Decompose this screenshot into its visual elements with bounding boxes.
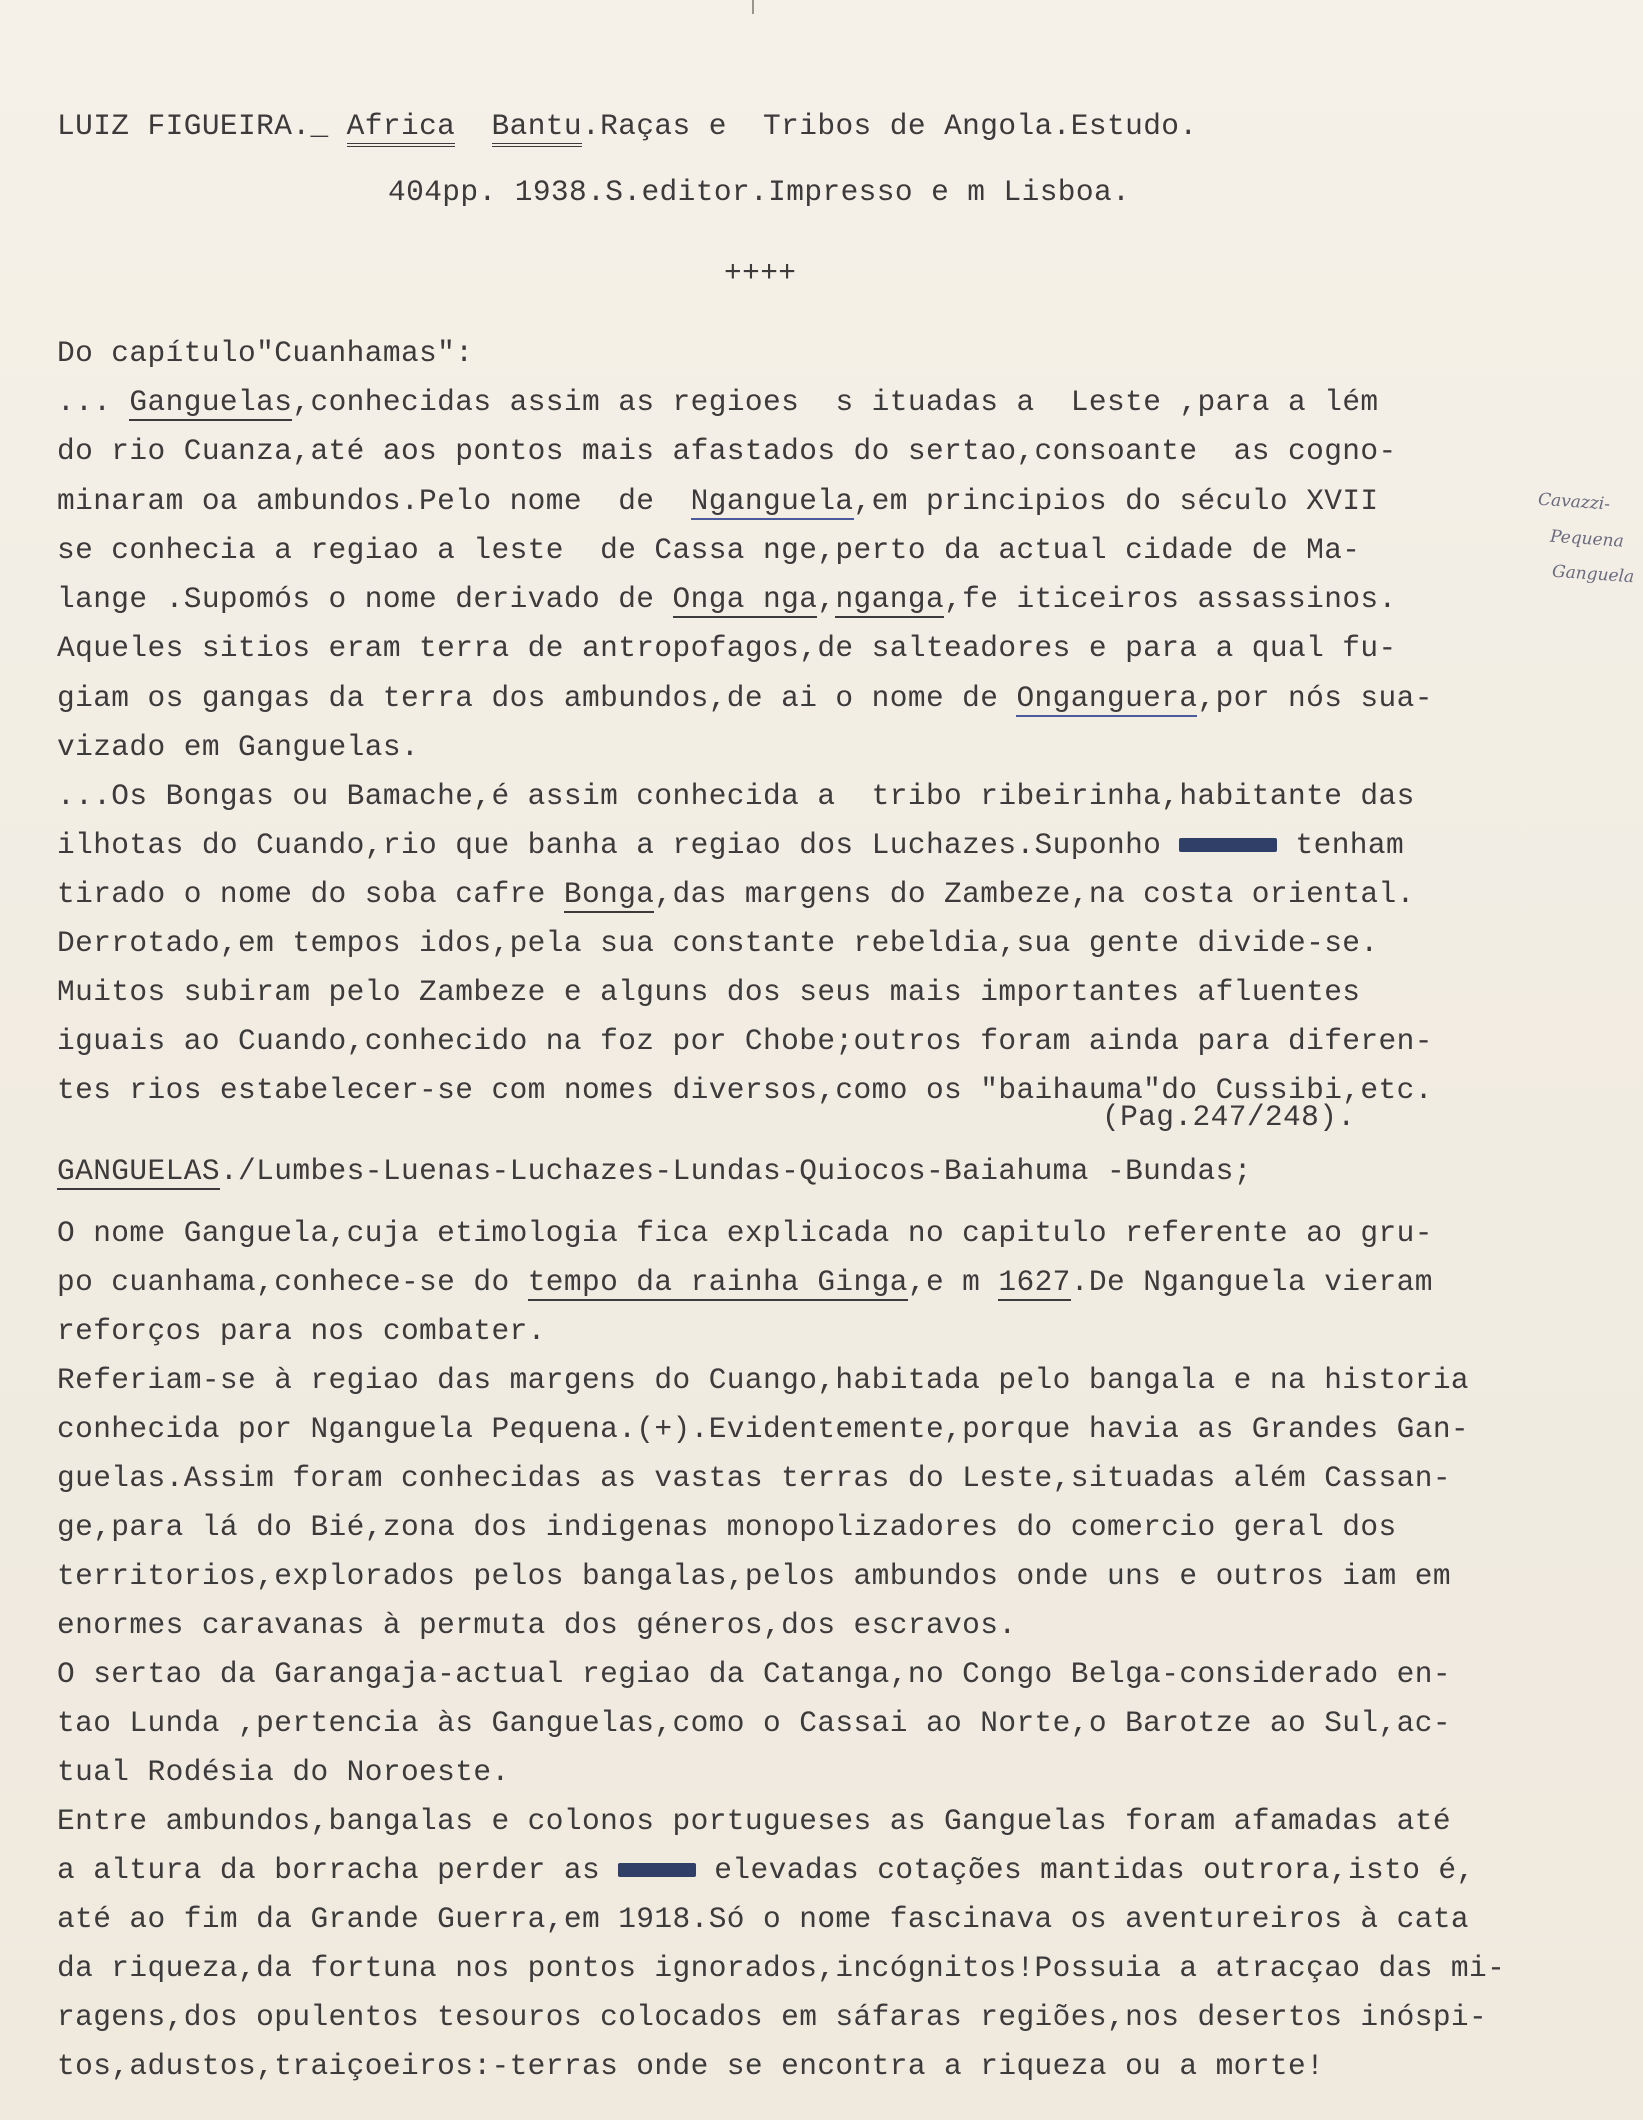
text-line: Do capítulo"Cuanhamas": (57, 336, 474, 370)
struck-out-word (1179, 838, 1277, 852)
text-line: guelas.Assim foram conhecidas as vastas terras do Leste,situadas além Cassan- (57, 1461, 1451, 1495)
underlined-term: 1627 (998, 1265, 1071, 1299)
text-line: conhecida por Nganguela Pequena.(+).Evidentemente,porque havia as Grandes Gan- (57, 1412, 1470, 1446)
text-line: territorios,explorados pelos bangalas,pelos ambundos onde uns e outros iam em (57, 1559, 1451, 1593)
text-line: tao Lunda ,pertencia às Ganguelas,como o Cassai ao Norte,o Barotze ao Sul,ac- (57, 1706, 1451, 1740)
underlined-term: nganga (835, 582, 945, 616)
text-line: ragens,dos opulentos tesouros colocados em sáfaras regiões,nos desertos inóspi- (57, 2000, 1488, 2034)
text-line: iguais ao Cuando,conhecido na foz por Chobe;outros foram ainda para diferen- (57, 1024, 1433, 1058)
text-line: po cuanhama,conhece-se do tempo da rainha Ginga,e m 1627.De Nganguela vieram (57, 1265, 1433, 1299)
bibliographic-header (57, 106, 1198, 146)
struck-out-word (618, 1863, 696, 1877)
text-line: Entre ambundos,bangalas e colonos portugueses as Ganguelas foram afamadas até (57, 1804, 1451, 1838)
title-word-africa: Africa (347, 109, 456, 147)
text-line: O nome Ganguela,cuja etimologia fica explicada no capitulo referente ao gru- (57, 1216, 1433, 1250)
text-line: O sertao da Garangaja-actual regiao da Catanga,no Congo Belga-considerado en- (57, 1657, 1451, 1691)
margin-note: Cavazzi- (1537, 489, 1611, 515)
publication-details: 404pp. 1938.S.editor.Impresso e m Lisboa. (388, 175, 1131, 209)
page-reference: (Pag.247/248). (1102, 1100, 1356, 1134)
text-line: ilhotas do Cuando,rio que banha a regiao dos Luchazes.Suponho tenham (57, 828, 1405, 862)
text-line: ge,para lá do Bié,zona dos indigenas monopolizadores do comercio geral dos (57, 1510, 1397, 1544)
author: LUIZ FIGUEIRA._ (57, 109, 347, 143)
title-rest: .Raças e Tribos de Angola.Estudo. (582, 109, 1198, 143)
text-line: tes rios estabelecer-se com nomes diversos,como os "baihauma"do Cussibi,etc. (57, 1073, 1433, 1107)
underlined-term: tempo da rainha Ginga (527, 1265, 908, 1299)
underlined-term: Onganguera (1016, 681, 1198, 715)
underlined-term: Nganguela (690, 484, 854, 518)
text-line: até ao fim da Grande Guerra,em 1918.Só o nome fascinava os aventureiros à cata (57, 1902, 1470, 1936)
section-heading: GANGUELAS./Lumbes-Luenas-Luchazes-Lundas-Quiocos-Baiahuma -Bundas; (57, 1154, 1252, 1188)
underlined-term: Ganguelas (129, 385, 293, 419)
text-line: da riqueza,da fortuna nos pontos ignorados,incógnitos!Possuia a atracçao das mi- (57, 1951, 1506, 1985)
text-line: reforços para nos combater. (57, 1314, 546, 1348)
text-line: Derrotado,em tempos idos,pela sua constante rebeldia,sua gente divide-se. (57, 926, 1379, 960)
text-line: se conhecia a regiao a leste de Cassa nge,perto da actual cidade de Ma- (57, 533, 1361, 567)
text-line: giam os gangas da terra dos ambundos,de ai o nome de Onganguera,por nós sua- (57, 681, 1433, 715)
text-line: ...Os Bongas ou Bamache,é assim conhecida a tribo ribeirinha,habitante das (57, 779, 1415, 813)
underlined-term: Onga nga (672, 582, 818, 616)
margin-note: Pequena (1549, 526, 1625, 552)
text-line: vizado em Ganguelas. (57, 730, 420, 764)
margin-note: Ganguela (1551, 561, 1635, 588)
text-line: a altura da borracha perder as elevadas cotações mantidas outrora,isto é, (57, 1853, 1475, 1887)
text-line: lange .Supomós o nome derivado de Onga nga,nganga,fe iticeiros assassinos. (57, 582, 1397, 616)
text-line: Aqueles sitios eram terra de antropofagos,de salteadores e para a qual fu- (57, 631, 1397, 665)
paper-mark (752, 0, 754, 14)
heading-term: GANGUELAS (57, 1154, 220, 1188)
text-line: do rio Cuanza,até aos pontos mais afastados do sertao,consoante as cogno- (57, 434, 1397, 468)
text-line: ... Ganguelas,conhecidas assim as regioes s ituadas a Leste ,para a lém (57, 385, 1379, 419)
text-line: Muitos subiram pelo Zambeze e alguns dos seus mais importantes afluentes (57, 975, 1361, 1009)
underlined-term: Bonga (563, 877, 655, 911)
text-line: tual Rodésia do Noroeste. (57, 1755, 510, 1789)
text-line: tirado o nome do soba cafre Bonga,das margens do Zambeze,na costa oriental. (57, 877, 1415, 911)
text-line: Referiam-se à regiao das margens do Cuango,habitada pelo bangala e na historia (57, 1363, 1470, 1397)
text-line: minaram oa ambundos.Pelo nome de Nganguela,em principios do século XVII (57, 484, 1379, 518)
text-line: enormes caravanas à permuta dos géneros,dos escravos. (57, 1608, 1017, 1642)
text-line: tos,adustos,traiçoeiros:-terras onde se encontra a riqueza ou a morte! (57, 2049, 1325, 2083)
title-word-bantu: Bantu (492, 109, 583, 147)
section-separator: ++++ (724, 256, 797, 290)
